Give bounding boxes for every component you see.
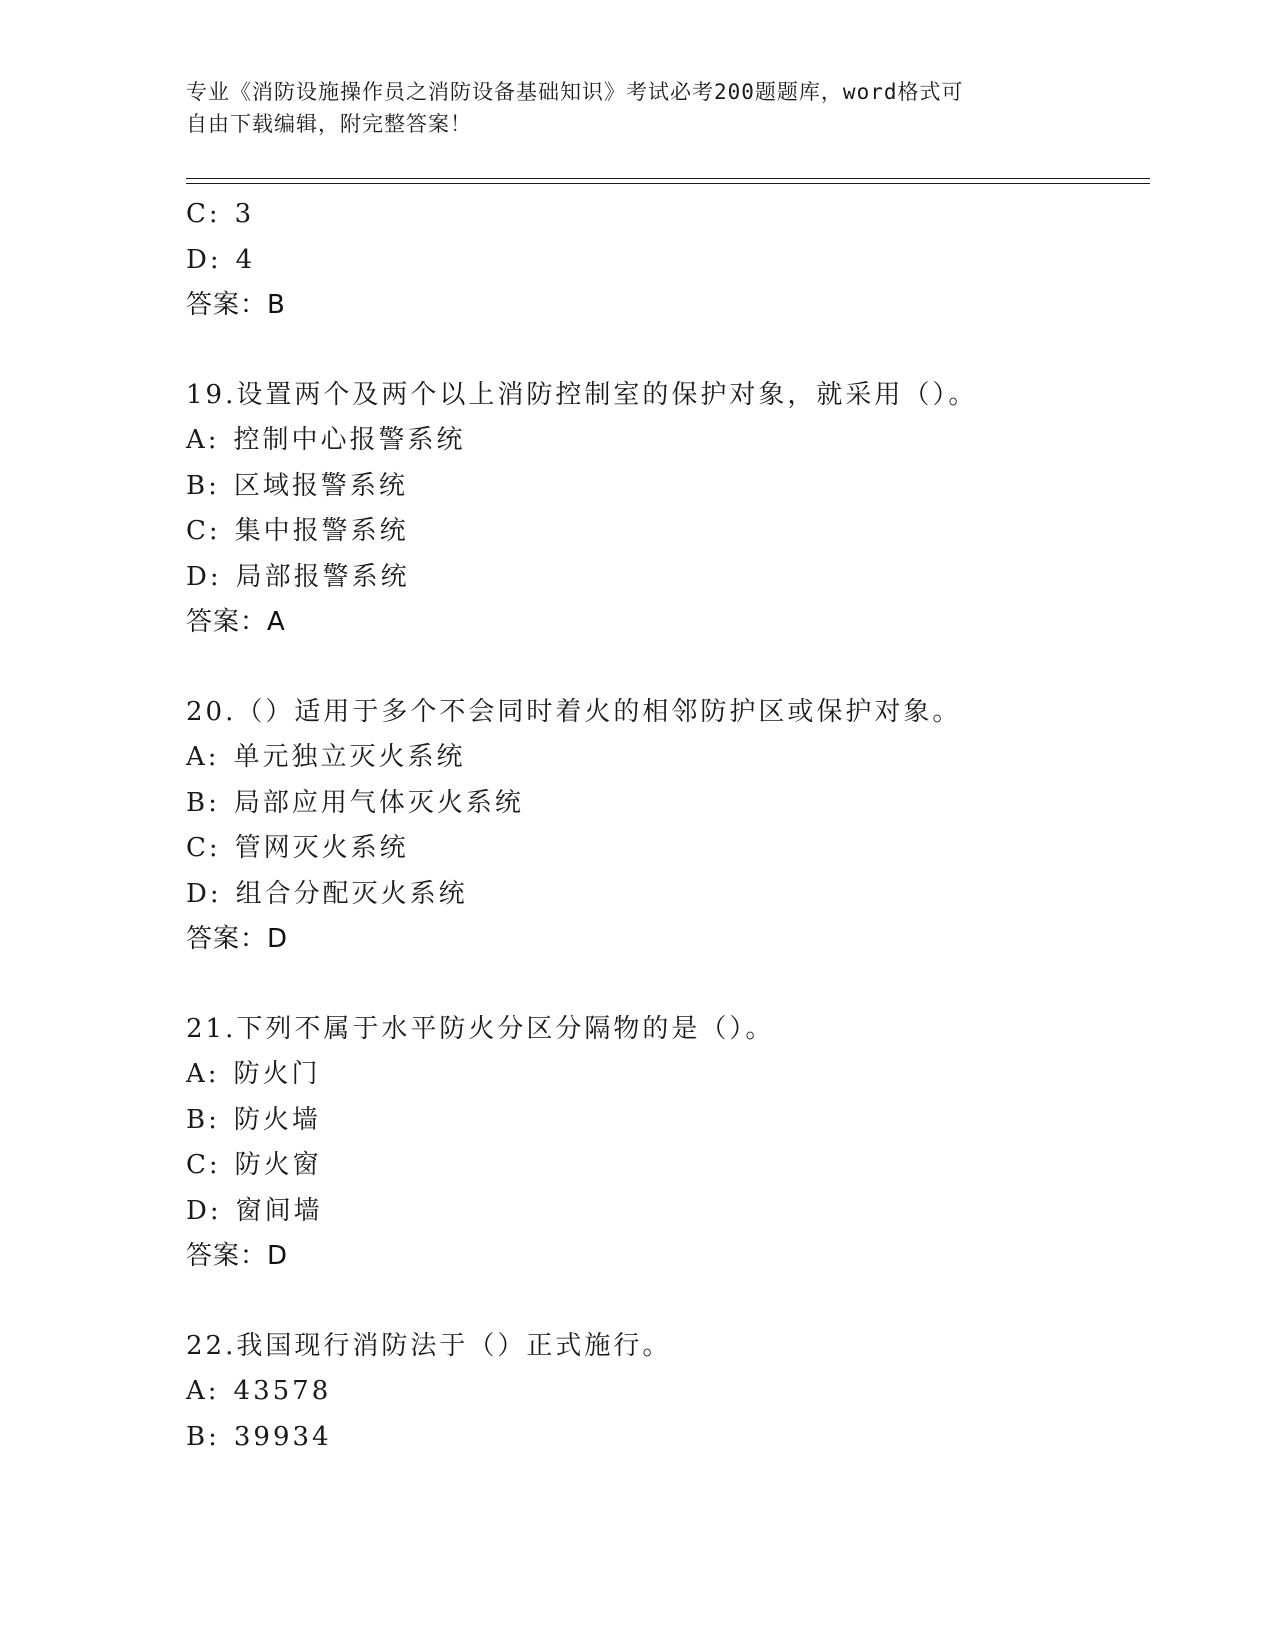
option-letter: B: [186, 1104, 220, 1135]
option-row [186, 509, 1150, 555]
option-text: 局部报警系统 [235, 561, 410, 592]
option-text: 控制中心报警系统 [233, 425, 466, 455]
option-text: 局部应用气体灭火系统 [233, 787, 524, 818]
option-text: 组合分配灭火系统 [235, 878, 468, 909]
option-text: 43578 [233, 1376, 332, 1406]
option-row [186, 1369, 1150, 1415]
option-row [186, 464, 1150, 510]
option-letter: C: [186, 833, 221, 863]
question-stem: 22.我国现行消防法于（）正式施行。 [186, 1330, 672, 1361]
option-row [186, 1143, 1150, 1189]
option-row [186, 781, 1150, 827]
option-row [186, 826, 1150, 872]
option-letter: A: [186, 1059, 220, 1089]
option-letter: D: [186, 244, 222, 275]
option-letter: A: [186, 742, 220, 772]
document-header [186, 76, 1086, 140]
answer-line: 答案：D [186, 924, 289, 954]
option-row [186, 1098, 1150, 1144]
option-letter: A: [186, 425, 220, 455]
option-letter: A: [186, 1376, 220, 1406]
option-row [186, 1415, 1150, 1461]
option-text: 防火门 [233, 1059, 321, 1089]
option-letter: C: [186, 1150, 221, 1180]
option-text: 4 [235, 244, 256, 275]
header-line-2: 自由下载编辑，附完整答案！ [186, 112, 472, 136]
option-letter: B: [186, 470, 220, 501]
option-letter: C: [186, 516, 221, 546]
option-letter: B: [186, 787, 220, 818]
option-row [186, 192, 1150, 238]
question-stem: 20.（）适用于多个不会同时着火的相邻防护区或保护对象。 [186, 696, 962, 727]
option-text: 防火窗 [234, 1150, 322, 1180]
option-text: 39934 [233, 1421, 332, 1452]
option-text: 3 [234, 199, 255, 229]
option-letter: D: [186, 561, 222, 592]
question-stem: 21.下列不属于水平防火分区分隔物的是（）。 [186, 1013, 775, 1044]
answer-line: 答案：B [186, 290, 286, 320]
option-row [186, 1052, 1150, 1098]
option-row [186, 418, 1150, 464]
header-double-rule [186, 178, 1150, 184]
option-text: 区域报警系统 [233, 470, 408, 501]
option-text: 防火墙 [233, 1104, 321, 1135]
option-letter: D: [186, 878, 222, 909]
option-row [186, 1189, 1150, 1235]
option-text: 管网灭火系统 [234, 833, 409, 863]
option-text: 窗间墙 [235, 1195, 323, 1226]
header-line-1: 专业《消防设施操作员之消防设备基础知识》考试必考200题题库，word格式可 [186, 80, 964, 104]
document-body [186, 192, 1150, 1460]
option-text: 集中报警系统 [234, 516, 409, 546]
option-text: 单元独立灭火系统 [233, 742, 466, 772]
question-stem: 19.设置两个及两个以上消防控制室的保护对象，就采用（）。 [186, 379, 978, 410]
answer-line: 答案：D [186, 1241, 289, 1271]
option-row [186, 238, 1150, 284]
option-letter: B: [186, 1421, 220, 1452]
option-row [186, 872, 1150, 918]
option-letter: D: [186, 1195, 222, 1226]
option-row [186, 555, 1150, 601]
option-row [186, 735, 1150, 781]
answer-line: 答案：A [186, 607, 286, 637]
option-letter: C: [186, 199, 221, 229]
